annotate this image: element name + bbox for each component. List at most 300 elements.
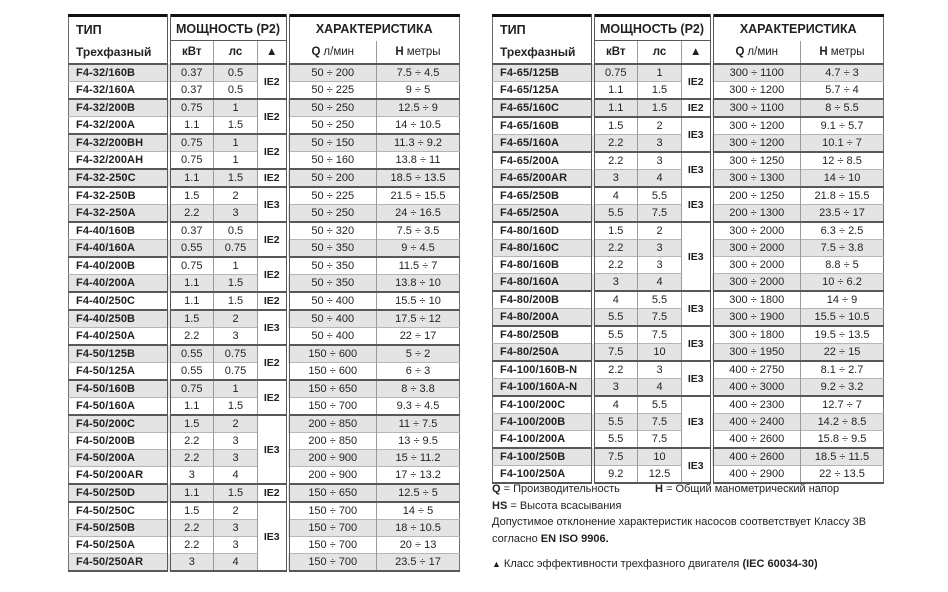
hp-cell: 1.5 bbox=[214, 484, 258, 502]
tolerance-note-line1: Допустимое отклонение характеристик насосов соответствует Классу 3В bbox=[492, 516, 867, 528]
ie-class-cell: IE2 bbox=[258, 64, 288, 99]
ie-class-cell: IE2 bbox=[258, 222, 288, 257]
h-range-cell: 17 ÷ 13.2 bbox=[377, 467, 460, 485]
ie-class-cell: IE2 bbox=[258, 345, 288, 380]
table-row bbox=[69, 64, 460, 82]
ie-class-cell: IE3 bbox=[682, 291, 712, 326]
type-cell: F4-40/250C bbox=[69, 292, 169, 310]
q-column-header bbox=[712, 41, 801, 65]
h-range-cell: 22 ÷ 17 bbox=[377, 328, 460, 346]
hp-cell: 3 bbox=[638, 135, 682, 153]
q-range-cell: 50 ÷ 250 bbox=[288, 117, 377, 135]
hp-cell: 0.75 bbox=[214, 240, 258, 258]
type-cell: F4-32-250A bbox=[69, 205, 169, 223]
type-cell: F4-32-250B bbox=[69, 187, 169, 205]
table-row bbox=[69, 134, 460, 152]
type-cell: F4-80/160B bbox=[493, 257, 593, 274]
q-column-header bbox=[288, 41, 377, 65]
h-range-cell: 8.1 ÷ 2.7 bbox=[801, 361, 884, 379]
ie-class-cell: IE2 bbox=[682, 64, 712, 99]
table-row bbox=[493, 361, 884, 379]
q-range-cell: 50 ÷ 350 bbox=[288, 240, 377, 258]
type-cell: F4-65/160C bbox=[493, 99, 593, 117]
kw-cell: 0.37 bbox=[169, 222, 214, 240]
h-range-cell: 11.3 ÷ 9.2 bbox=[377, 134, 460, 152]
kw-cell: 1.5 bbox=[593, 222, 638, 240]
legend-line-qh bbox=[492, 481, 922, 498]
ie-class-cell: IE3 bbox=[258, 187, 288, 222]
hp-cell: 1 bbox=[214, 380, 258, 398]
q-range-cell: 150 ÷ 700 bbox=[288, 502, 377, 520]
type-label: ТИП bbox=[500, 22, 526, 37]
q-range-cell: 150 ÷ 700 bbox=[288, 537, 377, 554]
hp-cell: 1 bbox=[214, 257, 258, 275]
kw-cell: 0.75 bbox=[169, 380, 214, 398]
h-range-cell: 23.5 ÷ 17 bbox=[801, 205, 884, 223]
hp-cell: 1 bbox=[638, 64, 682, 82]
hp-cell: 4 bbox=[214, 467, 258, 485]
type-cell: F4-100/200B bbox=[493, 414, 593, 431]
kw-cell: 1.5 bbox=[169, 310, 214, 328]
h-range-cell: 9 ÷ 4.5 bbox=[377, 240, 460, 258]
q-range-cell: 50 ÷ 350 bbox=[288, 275, 377, 293]
type-cell: F4-40/160B bbox=[69, 222, 169, 240]
ie-class-cell: IE3 bbox=[682, 396, 712, 448]
hp-cell: 12.5 bbox=[638, 466, 682, 484]
type-cell: F4-65/160B bbox=[493, 117, 593, 135]
kw-cell: 2.2 bbox=[593, 257, 638, 274]
hp-cell: 3 bbox=[214, 205, 258, 223]
kw-cell: 1.1 bbox=[593, 99, 638, 117]
kw-cell: 0.37 bbox=[169, 82, 214, 100]
type-cell: F4-65/200A bbox=[493, 152, 593, 170]
hp-cell: 10 bbox=[638, 344, 682, 362]
q-range-cell: 50 ÷ 200 bbox=[288, 64, 377, 82]
h-range-cell: 5 ÷ 2 bbox=[377, 345, 460, 363]
kw-cell: 2.2 bbox=[169, 205, 214, 223]
type-cell: F4-100/160B-N bbox=[493, 361, 593, 379]
type-cell: F4-40/250A bbox=[69, 328, 169, 346]
type-cell: F4-50/200B bbox=[69, 433, 169, 450]
type-cell: F4-80/200A bbox=[493, 309, 593, 327]
type-cell: F4-50/250D bbox=[69, 484, 169, 502]
hp-cell: 2 bbox=[214, 502, 258, 520]
hp-cell: 1.5 bbox=[214, 117, 258, 135]
q-range-cell: 400 ÷ 3000 bbox=[712, 379, 801, 397]
kw-cell: 0.75 bbox=[169, 257, 214, 275]
hp-cell: 7.5 bbox=[638, 309, 682, 327]
h-column-header bbox=[801, 41, 884, 65]
hp-cell: 1.5 bbox=[214, 398, 258, 416]
hp-cell: 7.5 bbox=[638, 326, 682, 344]
hp-cell: 2 bbox=[638, 117, 682, 135]
type-cell: F4-100/250A bbox=[493, 466, 593, 484]
q-unit: л/мин bbox=[323, 45, 355, 58]
kw-cell: 3 bbox=[593, 274, 638, 292]
hp-cell: 4 bbox=[638, 274, 682, 292]
hp-cell: 1.5 bbox=[214, 169, 258, 187]
type-cell: F4-50/250A bbox=[69, 537, 169, 554]
type-cell: F4-80/160A bbox=[493, 274, 593, 292]
triangle-icon: ▲ bbox=[492, 559, 501, 569]
ie-class-cell: IE2 bbox=[682, 99, 712, 117]
h-column-header bbox=[377, 41, 460, 65]
table-row bbox=[69, 187, 460, 205]
ie-class-cell: IE3 bbox=[682, 152, 712, 187]
hp-cell: 3 bbox=[638, 152, 682, 170]
kw-cell: 9.2 bbox=[593, 466, 638, 484]
h-symbol: H bbox=[395, 45, 404, 58]
h-range-cell: 12.5 ÷ 5 bbox=[377, 484, 460, 502]
type-cell: F4-40/200B bbox=[69, 257, 169, 275]
hp-cell: 3 bbox=[214, 450, 258, 467]
h-range-cell: 9.2 ÷ 3.2 bbox=[801, 379, 884, 397]
q-range-cell: 200 ÷ 850 bbox=[288, 415, 377, 433]
type-cell: F4-100/160A-N bbox=[493, 379, 593, 397]
type-cell: F4-50/200AR bbox=[69, 467, 169, 485]
hp-cell: 1.5 bbox=[638, 99, 682, 117]
type-cell: F4-100/250B bbox=[493, 448, 593, 466]
kw-column-header: кВт bbox=[169, 41, 214, 65]
type-cell: F4-100/200C bbox=[493, 396, 593, 414]
footnotes bbox=[492, 481, 922, 573]
h-range-cell: 14 ÷ 10 bbox=[801, 170, 884, 188]
q-range-cell: 300 ÷ 1100 bbox=[712, 99, 801, 117]
h-range-cell: 23.5 ÷ 17 bbox=[377, 554, 460, 572]
hp-cell: 3 bbox=[214, 520, 258, 537]
kw-cell: 1.5 bbox=[169, 502, 214, 520]
characteristics-column-header: ХАРАКТЕРИСТИКА bbox=[712, 16, 884, 41]
h-range-cell: 15 ÷ 11.2 bbox=[377, 450, 460, 467]
q-unit: л/мин bbox=[747, 45, 779, 58]
q-range-cell: 150 ÷ 650 bbox=[288, 484, 377, 502]
h-range-cell: 11.5 ÷ 7 bbox=[377, 257, 460, 275]
ie-class-cell: IE3 bbox=[258, 310, 288, 345]
q-range-cell: 200 ÷ 900 bbox=[288, 450, 377, 467]
type-cell: F4-50/250B bbox=[69, 520, 169, 537]
hp-cell: 0.5 bbox=[214, 64, 258, 82]
h-unit: метры bbox=[406, 45, 441, 58]
q-range-cell: 200 ÷ 900 bbox=[288, 467, 377, 485]
three-phase-label: Трехфазный bbox=[500, 44, 576, 59]
type-cell: F4-80/250B bbox=[493, 326, 593, 344]
kw-cell: 4 bbox=[593, 291, 638, 309]
table-row bbox=[493, 117, 884, 135]
table-row bbox=[69, 502, 460, 520]
legend-h: H = Общий манометрический напор bbox=[655, 483, 840, 495]
power-column-header: МОЩНОСТЬ (P2) bbox=[169, 16, 288, 41]
type-cell: F4-40/160A bbox=[69, 240, 169, 258]
table-row bbox=[493, 448, 884, 466]
kw-cell: 1.5 bbox=[169, 415, 214, 433]
ie-class-cell: IE2 bbox=[258, 99, 288, 134]
q-range-cell: 400 ÷ 2600 bbox=[712, 431, 801, 449]
hp-cell: 7.5 bbox=[638, 205, 682, 223]
type-cell: F4-50/160A bbox=[69, 398, 169, 416]
ie-class-cell: IE3 bbox=[258, 502, 288, 571]
table-row bbox=[493, 99, 884, 117]
table-row bbox=[69, 484, 460, 502]
h-range-cell: 18.5 ÷ 13.5 bbox=[377, 169, 460, 187]
type-cell: F4-80/160D bbox=[493, 222, 593, 240]
hp-cell: 3 bbox=[214, 537, 258, 554]
table-body bbox=[69, 64, 460, 571]
hp-cell: 1.5 bbox=[638, 82, 682, 100]
type-cell: F4-80/250A bbox=[493, 344, 593, 362]
table-row bbox=[493, 152, 884, 170]
q-symbol: Q bbox=[311, 45, 321, 58]
kw-cell: 7.5 bbox=[593, 344, 638, 362]
h-range-cell: 15.8 ÷ 9.5 bbox=[801, 431, 884, 449]
q-range-cell: 50 ÷ 160 bbox=[288, 152, 377, 170]
table-row bbox=[69, 169, 460, 187]
h-range-cell: 15.5 ÷ 10 bbox=[377, 292, 460, 310]
efficiency-class-marker-icon: ▲ bbox=[258, 41, 288, 65]
q-range-cell: 200 ÷ 1300 bbox=[712, 205, 801, 223]
type-cell: F4-65/250A bbox=[493, 205, 593, 223]
type-cell: F4-50/125B bbox=[69, 345, 169, 363]
table-header bbox=[493, 16, 884, 65]
h-range-cell: 13.8 ÷ 10 bbox=[377, 275, 460, 293]
h-range-cell: 12.5 ÷ 9 bbox=[377, 99, 460, 117]
kw-cell: 1.1 bbox=[593, 82, 638, 100]
ie-class-cell: IE3 bbox=[682, 222, 712, 291]
h-range-cell: 9 ÷ 5 bbox=[377, 82, 460, 100]
h-range-cell: 21.8 ÷ 15.5 bbox=[801, 187, 884, 205]
ie-class-cell: IE2 bbox=[258, 257, 288, 292]
hp-cell: 0.75 bbox=[214, 345, 258, 363]
h-range-cell: 9.1 ÷ 5.7 bbox=[801, 117, 884, 135]
h-unit: метры bbox=[830, 45, 865, 58]
kw-cell: 2.2 bbox=[169, 537, 214, 554]
hp-cell: 4 bbox=[214, 554, 258, 572]
pump-spec-table-right bbox=[492, 14, 884, 484]
ie-class-cell: IE2 bbox=[258, 134, 288, 169]
type-column-header bbox=[493, 16, 593, 65]
hp-cell: 2 bbox=[214, 415, 258, 433]
tolerance-note-line2: согласно EN ISO 9906. bbox=[492, 532, 609, 545]
q-range-cell: 150 ÷ 600 bbox=[288, 345, 377, 363]
q-range-cell: 150 ÷ 700 bbox=[288, 520, 377, 537]
kw-cell: 2.2 bbox=[593, 135, 638, 153]
ie-class-cell: IE2 bbox=[258, 380, 288, 415]
hp-cell: 3 bbox=[638, 257, 682, 274]
kw-cell: 7.5 bbox=[593, 448, 638, 466]
h-range-cell: 21.5 ÷ 15.5 bbox=[377, 187, 460, 205]
hp-cell: 3 bbox=[638, 240, 682, 257]
h-range-cell: 11 ÷ 7.5 bbox=[377, 415, 460, 433]
h-range-cell: 8 ÷ 5.5 bbox=[801, 99, 884, 117]
hp-cell: 2 bbox=[214, 310, 258, 328]
h-range-cell: 8.8 ÷ 5 bbox=[801, 257, 884, 274]
hp-cell: 0.75 bbox=[214, 363, 258, 381]
legend-line-hs: HS = Высота всасывания bbox=[492, 499, 622, 512]
type-cell: F4-50/200C bbox=[69, 415, 169, 433]
h-range-cell: 5.7 ÷ 4 bbox=[801, 82, 884, 100]
q-range-cell: 400 ÷ 2300 bbox=[712, 396, 801, 414]
table-row bbox=[493, 187, 884, 205]
three-phase-label: Трехфазный bbox=[76, 44, 152, 59]
h-range-cell: 17.5 ÷ 12 bbox=[377, 310, 460, 328]
type-cell: F4-65/125A bbox=[493, 82, 593, 100]
q-range-cell: 150 ÷ 600 bbox=[288, 363, 377, 381]
h-range-cell: 14 ÷ 9 bbox=[801, 291, 884, 309]
hp-cell: 1 bbox=[214, 99, 258, 117]
kw-cell: 0.75 bbox=[593, 64, 638, 82]
h-range-cell: 10.1 ÷ 7 bbox=[801, 135, 884, 153]
h-range-cell: 7.5 ÷ 3.8 bbox=[801, 240, 884, 257]
hp-cell: 2 bbox=[214, 187, 258, 205]
kw-cell: 2.2 bbox=[593, 361, 638, 379]
ie-class-cell: IE3 bbox=[258, 415, 288, 484]
kw-cell: 1.1 bbox=[169, 398, 214, 416]
q-range-cell: 150 ÷ 650 bbox=[288, 380, 377, 398]
kw-cell: 1.1 bbox=[169, 169, 214, 187]
kw-cell: 2.2 bbox=[593, 240, 638, 257]
hp-cell: 5.5 bbox=[638, 291, 682, 309]
type-cell: F4-80/200B bbox=[493, 291, 593, 309]
table-row bbox=[69, 257, 460, 275]
q-range-cell: 50 ÷ 250 bbox=[288, 205, 377, 223]
q-range-cell: 300 ÷ 1100 bbox=[712, 64, 801, 82]
hp-column-header: лс bbox=[638, 41, 682, 65]
type-cell: F4-32-250C bbox=[69, 169, 169, 187]
hp-cell: 1.5 bbox=[214, 292, 258, 310]
kw-cell: 3 bbox=[593, 379, 638, 397]
kw-cell: 2.2 bbox=[593, 152, 638, 170]
q-range-cell: 300 ÷ 2000 bbox=[712, 240, 801, 257]
ie-class-cell: IE2 bbox=[258, 292, 288, 310]
h-range-cell: 22 ÷ 13.5 bbox=[801, 466, 884, 484]
kw-cell: 2.2 bbox=[169, 520, 214, 537]
kw-cell: 5.5 bbox=[593, 414, 638, 431]
hp-column-header: лс bbox=[214, 41, 258, 65]
kw-cell: 5.5 bbox=[593, 205, 638, 223]
q-range-cell: 50 ÷ 400 bbox=[288, 328, 377, 346]
kw-cell: 1.1 bbox=[169, 117, 214, 135]
kw-cell: 2.2 bbox=[169, 450, 214, 467]
h-range-cell: 14.2 ÷ 8.5 bbox=[801, 414, 884, 431]
q-symbol: Q bbox=[735, 45, 745, 58]
kw-cell: 4 bbox=[593, 396, 638, 414]
type-cell: F4-40/250B bbox=[69, 310, 169, 328]
q-range-cell: 50 ÷ 350 bbox=[288, 257, 377, 275]
hp-cell: 3 bbox=[214, 433, 258, 450]
type-cell: F4-65/200AR bbox=[493, 170, 593, 188]
q-range-cell: 300 ÷ 1300 bbox=[712, 170, 801, 188]
hp-cell: 5.5 bbox=[638, 187, 682, 205]
h-range-cell: 7.5 ÷ 3.5 bbox=[377, 222, 460, 240]
type-cell: F4-32/200AH bbox=[69, 152, 169, 170]
hp-cell: 4 bbox=[638, 170, 682, 188]
kw-cell: 4 bbox=[593, 187, 638, 205]
characteristics-column-header: ХАРАКТЕРИСТИКА bbox=[288, 16, 460, 41]
kw-cell: 5.5 bbox=[593, 431, 638, 449]
q-range-cell: 50 ÷ 400 bbox=[288, 310, 377, 328]
table-row bbox=[493, 326, 884, 344]
table-row bbox=[69, 415, 460, 433]
type-cell: F4-50/125A bbox=[69, 363, 169, 381]
table-row bbox=[493, 396, 884, 414]
h-symbol: H bbox=[819, 45, 828, 58]
legend-q: Q = Производительность bbox=[492, 483, 620, 495]
table-row bbox=[69, 222, 460, 240]
ie-class-cell: IE3 bbox=[682, 448, 712, 483]
h-range-cell: 13 ÷ 9.5 bbox=[377, 433, 460, 450]
type-cell: F4-50/250AR bbox=[69, 554, 169, 572]
kw-cell: 1.5 bbox=[169, 187, 214, 205]
kw-cell: 3 bbox=[169, 554, 214, 572]
h-range-cell: 14 ÷ 5 bbox=[377, 502, 460, 520]
kw-cell: 2.2 bbox=[169, 433, 214, 450]
type-cell: F4-65/125B bbox=[493, 64, 593, 82]
type-cell: F4-50/250C bbox=[69, 502, 169, 520]
table-row bbox=[69, 99, 460, 117]
h-range-cell: 24 ÷ 16.5 bbox=[377, 205, 460, 223]
type-cell: F4-80/160C bbox=[493, 240, 593, 257]
table-row bbox=[493, 64, 884, 82]
table-row bbox=[493, 222, 884, 240]
q-range-cell: 150 ÷ 700 bbox=[288, 398, 377, 416]
kw-cell: 0.75 bbox=[169, 152, 214, 170]
kw-cell: 0.75 bbox=[169, 99, 214, 117]
kw-column-header: кВт bbox=[593, 41, 638, 65]
type-cell: F4-40/200A bbox=[69, 275, 169, 293]
q-range-cell: 150 ÷ 700 bbox=[288, 554, 377, 572]
kw-cell: 1.1 bbox=[169, 484, 214, 502]
q-range-cell: 50 ÷ 250 bbox=[288, 99, 377, 117]
type-cell: F4-65/250B bbox=[493, 187, 593, 205]
hp-cell: 1 bbox=[214, 134, 258, 152]
hp-cell: 3 bbox=[214, 328, 258, 346]
type-cell: F4-32/200B bbox=[69, 99, 169, 117]
hp-cell: 7.5 bbox=[638, 414, 682, 431]
power-column-header: МОЩНОСТЬ (P2) bbox=[593, 16, 712, 41]
table-row bbox=[69, 380, 460, 398]
kw-cell: 0.55 bbox=[169, 345, 214, 363]
type-cell: F4-65/160A bbox=[493, 135, 593, 153]
hp-cell: 0.5 bbox=[214, 82, 258, 100]
kw-cell: 0.55 bbox=[169, 240, 214, 258]
h-range-cell: 15.5 ÷ 10.5 bbox=[801, 309, 884, 327]
q-range-cell: 300 ÷ 2000 bbox=[712, 274, 801, 292]
q-range-cell: 300 ÷ 1800 bbox=[712, 326, 801, 344]
kw-cell: 3 bbox=[169, 467, 214, 485]
h-range-cell: 14 ÷ 10.5 bbox=[377, 117, 460, 135]
q-range-cell: 50 ÷ 225 bbox=[288, 82, 377, 100]
h-range-cell: 13.8 ÷ 11 bbox=[377, 152, 460, 170]
type-cell: F4-100/200A bbox=[493, 431, 593, 449]
ie-class-cell: IE3 bbox=[682, 117, 712, 152]
type-cell: F4-32/160A bbox=[69, 82, 169, 100]
h-range-cell: 6.3 ÷ 2.5 bbox=[801, 222, 884, 240]
h-range-cell: 8 ÷ 3.8 bbox=[377, 380, 460, 398]
h-range-cell: 18 ÷ 10.5 bbox=[377, 520, 460, 537]
kw-cell: 1.1 bbox=[169, 292, 214, 310]
kw-cell: 1.1 bbox=[169, 275, 214, 293]
kw-cell: 0.37 bbox=[169, 64, 214, 82]
q-range-cell: 300 ÷ 1900 bbox=[712, 309, 801, 327]
h-range-cell: 22 ÷ 15 bbox=[801, 344, 884, 362]
kw-cell: 0.55 bbox=[169, 363, 214, 381]
hp-cell: 7.5 bbox=[638, 431, 682, 449]
q-range-cell: 300 ÷ 2000 bbox=[712, 222, 801, 240]
q-range-cell: 400 ÷ 2600 bbox=[712, 448, 801, 466]
q-range-cell: 300 ÷ 1800 bbox=[712, 291, 801, 309]
table-row bbox=[69, 345, 460, 363]
h-range-cell: 4.7 ÷ 3 bbox=[801, 64, 884, 82]
hp-cell: 1.5 bbox=[214, 275, 258, 293]
